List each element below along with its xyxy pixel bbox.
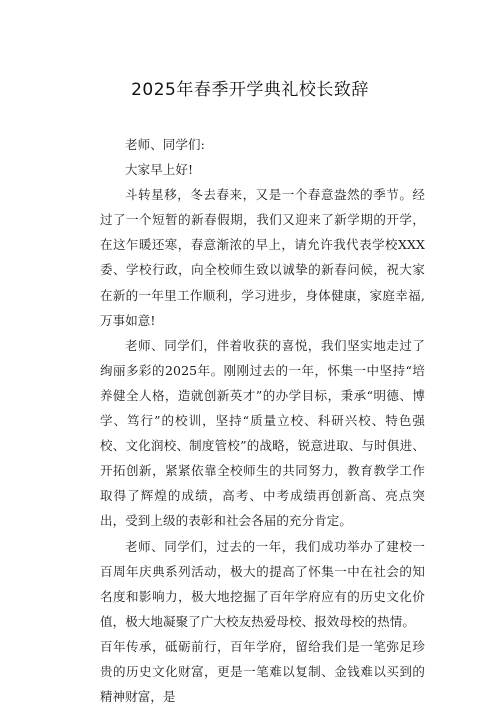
greeting: 大家早上好! [125, 162, 194, 178]
document-body [100, 132, 425, 707]
paragraph-heritage: 百年传承，砥砺前行，百年学府，留给我们是一笔弥足珍贵的历史文化财富，更是一笔难以复制、金钱难以买到的精神财富，是 [100, 638, 425, 705]
document-title: 2025年春季开学典礼校长致辞 [131, 80, 369, 100]
paragraph-new-year-greetings: 斗转星移，冬去春来，又是一个春意盎然的季节。经过了一个短暂的新春假期，我们又迎来了新学期的开学，在这乍暖还寒，春意渐浓的早上，请允许我代表学校XXX委、学校行政，向全校师生致以诚挚的新春问候，祝大家在新的一年里工作顺利，学习进步，身体健康，家庭幸福,万事如意! [100, 187, 425, 328]
paragraph-centennial: 老师、同学们，过去的一年，我们成功举办了建校一百周年庆典系列活动，极大的提高了怀集一中在社会的知名度和影响力，极大地挖掘了百年学府应有的历史文化价值，极大地凝聚了广大校友热爱母校、报效母校的热情。 [100, 538, 425, 629]
salutation: 老师、同学们: [125, 137, 205, 152]
paragraph-2025-review: 老师、同学们，伴着收获的喜悦，我们坚实地走过了绚丽多彩的2025年。刚刚过去的一年，怀集一中坚持“培养健全人格，造就创新英才”的办学目标，秉承“明德、博学、笃行”的校训，坚持“质量立校、科研兴校、特色强校、文化润校、制度管校”的战略，锐意进取、与时俱进、开拓创新，紧紧依靠全校师生的共同努力，教育教学工作取得了辉煌的成绩，高考、中考成绩再创新高、亮点突出，受到上级的表彰和社会各届的充分肯定。 [100, 337, 425, 529]
